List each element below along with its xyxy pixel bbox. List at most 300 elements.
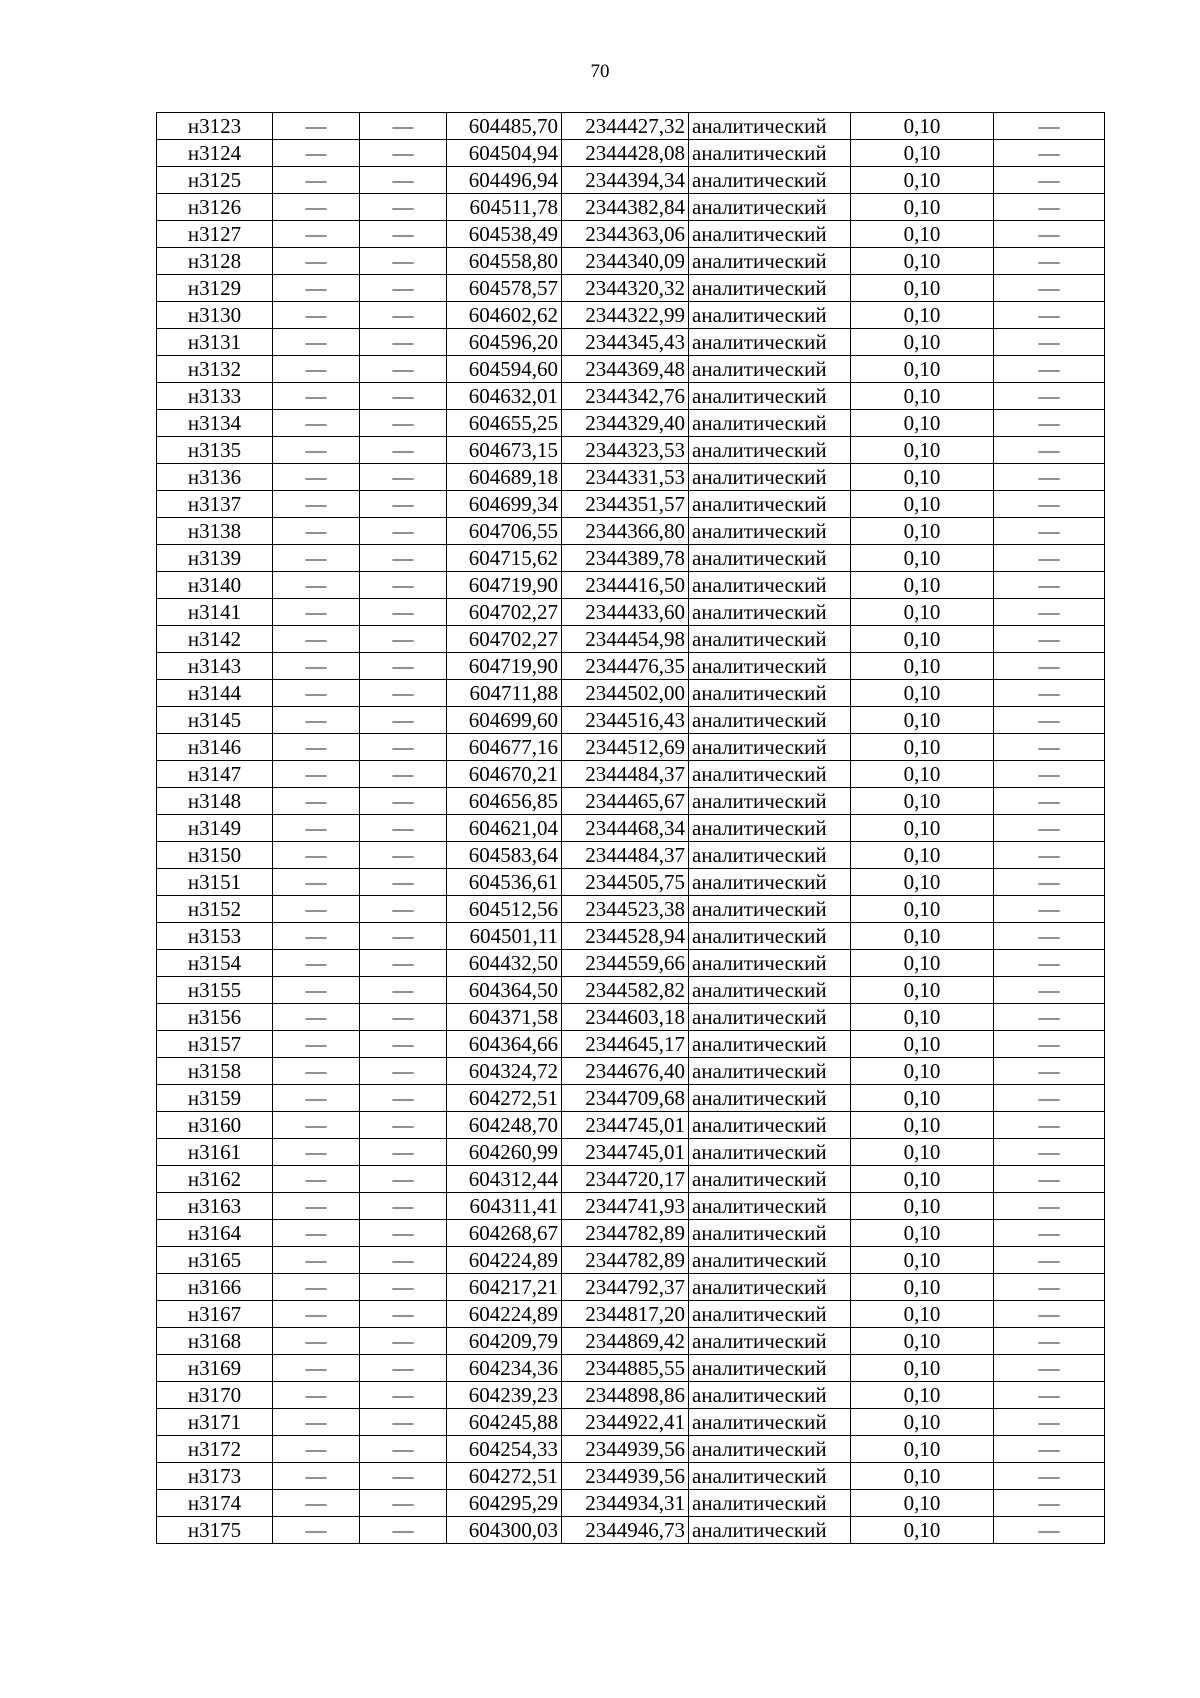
table-row bbox=[157, 113, 1105, 140]
old-y-cell: — bbox=[360, 950, 447, 977]
y-coordinate-cell: 2344322,99 bbox=[562, 302, 689, 329]
description-cell: — bbox=[994, 491, 1105, 518]
accuracy-cell: 0,10 bbox=[851, 194, 994, 221]
accuracy-cell: 0,10 bbox=[851, 1328, 994, 1355]
description-cell: — bbox=[994, 761, 1105, 788]
y-coordinate-cell: 2344369,48 bbox=[562, 356, 689, 383]
accuracy-cell: 0,10 bbox=[851, 1463, 994, 1490]
description-cell: — bbox=[994, 626, 1105, 653]
point-id-cell: н3154 bbox=[157, 950, 273, 977]
x-coordinate-cell: 604719,90 bbox=[447, 572, 562, 599]
point-id-cell: н3174 bbox=[157, 1490, 273, 1517]
accuracy-cell: 0,10 bbox=[851, 383, 994, 410]
y-coordinate-cell: 2344512,69 bbox=[562, 734, 689, 761]
accuracy-cell: 0,10 bbox=[851, 275, 994, 302]
accuracy-cell: 0,10 bbox=[851, 1139, 994, 1166]
method-cell: аналитический bbox=[689, 221, 851, 248]
method-cell: аналитический bbox=[689, 1382, 851, 1409]
table-row bbox=[157, 356, 1105, 383]
accuracy-cell: 0,10 bbox=[851, 140, 994, 167]
table-row bbox=[157, 572, 1105, 599]
description-cell: — bbox=[994, 1409, 1105, 1436]
point-id-cell: н3138 bbox=[157, 518, 273, 545]
description-cell: — bbox=[994, 923, 1105, 950]
point-id-cell: н3144 bbox=[157, 680, 273, 707]
table-row bbox=[157, 788, 1105, 815]
table-row bbox=[157, 815, 1105, 842]
method-cell: аналитический bbox=[689, 1436, 851, 1463]
y-coordinate-cell: 2344516,43 bbox=[562, 707, 689, 734]
table-row bbox=[157, 653, 1105, 680]
old-x-cell: — bbox=[273, 437, 360, 464]
method-cell: аналитический bbox=[689, 626, 851, 653]
method-cell: аналитический bbox=[689, 977, 851, 1004]
old-y-cell: — bbox=[360, 1382, 447, 1409]
method-cell: аналитический bbox=[689, 653, 851, 680]
point-id-cell: н3165 bbox=[157, 1247, 273, 1274]
point-id-cell: н3142 bbox=[157, 626, 273, 653]
table-row bbox=[157, 221, 1105, 248]
accuracy-cell: 0,10 bbox=[851, 1382, 994, 1409]
description-cell: — bbox=[994, 599, 1105, 626]
old-x-cell: — bbox=[273, 572, 360, 599]
method-cell: аналитический bbox=[689, 1004, 851, 1031]
method-cell: аналитический bbox=[689, 1409, 851, 1436]
description-cell: — bbox=[994, 437, 1105, 464]
old-x-cell: — bbox=[273, 1355, 360, 1382]
x-coordinate-cell: 604689,18 bbox=[447, 464, 562, 491]
accuracy-cell: 0,10 bbox=[851, 1058, 994, 1085]
description-cell: — bbox=[994, 329, 1105, 356]
description-cell: — bbox=[994, 167, 1105, 194]
y-coordinate-cell: 2344468,34 bbox=[562, 815, 689, 842]
description-cell: — bbox=[994, 1166, 1105, 1193]
x-coordinate-cell: 604239,23 bbox=[447, 1382, 562, 1409]
accuracy-cell: 0,10 bbox=[851, 1355, 994, 1382]
old-x-cell: — bbox=[273, 1517, 360, 1544]
method-cell: аналитический bbox=[689, 1328, 851, 1355]
accuracy-cell: 0,10 bbox=[851, 1274, 994, 1301]
table-row bbox=[157, 194, 1105, 221]
table-row bbox=[157, 1328, 1105, 1355]
table-row bbox=[157, 761, 1105, 788]
description-cell: — bbox=[994, 1463, 1105, 1490]
point-id-cell: н3132 bbox=[157, 356, 273, 383]
method-cell: аналитический bbox=[689, 1490, 851, 1517]
description-cell: — bbox=[994, 680, 1105, 707]
y-coordinate-cell: 2344645,17 bbox=[562, 1031, 689, 1058]
method-cell: аналитический bbox=[689, 1247, 851, 1274]
point-id-cell: н3152 bbox=[157, 896, 273, 923]
point-id-cell: н3148 bbox=[157, 788, 273, 815]
point-id-cell: н3147 bbox=[157, 761, 273, 788]
accuracy-cell: 0,10 bbox=[851, 356, 994, 383]
y-coordinate-cell: 2344782,89 bbox=[562, 1220, 689, 1247]
description-cell: — bbox=[994, 1193, 1105, 1220]
x-coordinate-cell: 604715,62 bbox=[447, 545, 562, 572]
point-id-cell: н3159 bbox=[157, 1085, 273, 1112]
old-x-cell: — bbox=[273, 950, 360, 977]
point-id-cell: н3141 bbox=[157, 599, 273, 626]
table-row bbox=[157, 599, 1105, 626]
x-coordinate-cell: 604254,33 bbox=[447, 1436, 562, 1463]
old-x-cell: — bbox=[273, 1085, 360, 1112]
method-cell: аналитический bbox=[689, 356, 851, 383]
description-cell: — bbox=[994, 275, 1105, 302]
y-coordinate-cell: 2344792,37 bbox=[562, 1274, 689, 1301]
y-coordinate-cell: 2344869,42 bbox=[562, 1328, 689, 1355]
old-y-cell: — bbox=[360, 842, 447, 869]
description-cell: — bbox=[994, 1139, 1105, 1166]
x-coordinate-cell: 604602,62 bbox=[447, 302, 562, 329]
old-x-cell: — bbox=[273, 356, 360, 383]
old-x-cell: — bbox=[273, 221, 360, 248]
description-cell: — bbox=[994, 869, 1105, 896]
old-x-cell: — bbox=[273, 1112, 360, 1139]
y-coordinate-cell: 2344603,18 bbox=[562, 1004, 689, 1031]
point-id-cell: н3158 bbox=[157, 1058, 273, 1085]
point-id-cell: н3150 bbox=[157, 842, 273, 869]
method-cell: аналитический bbox=[689, 1517, 851, 1544]
method-cell: аналитический bbox=[689, 1058, 851, 1085]
method-cell: аналитический bbox=[689, 1166, 851, 1193]
y-coordinate-cell: 2344934,31 bbox=[562, 1490, 689, 1517]
old-y-cell: — bbox=[360, 518, 447, 545]
old-x-cell: — bbox=[273, 410, 360, 437]
table-row bbox=[157, 491, 1105, 518]
table-row bbox=[157, 329, 1105, 356]
method-cell: аналитический bbox=[689, 113, 851, 140]
x-coordinate-cell: 604364,66 bbox=[447, 1031, 562, 1058]
old-y-cell: — bbox=[360, 1274, 447, 1301]
table-row bbox=[157, 248, 1105, 275]
y-coordinate-cell: 2344363,06 bbox=[562, 221, 689, 248]
accuracy-cell: 0,10 bbox=[851, 1517, 994, 1544]
description-cell: — bbox=[994, 977, 1105, 1004]
old-y-cell: — bbox=[360, 1328, 447, 1355]
accuracy-cell: 0,10 bbox=[851, 113, 994, 140]
old-x-cell: — bbox=[273, 842, 360, 869]
description-cell: — bbox=[994, 1436, 1105, 1463]
description-cell: — bbox=[994, 1490, 1105, 1517]
accuracy-cell: 0,10 bbox=[851, 950, 994, 977]
old-y-cell: — bbox=[360, 653, 447, 680]
method-cell: аналитический bbox=[689, 437, 851, 464]
old-y-cell: — bbox=[360, 896, 447, 923]
point-id-cell: н3156 bbox=[157, 1004, 273, 1031]
accuracy-cell: 0,10 bbox=[851, 1031, 994, 1058]
point-id-cell: н3149 bbox=[157, 815, 273, 842]
accuracy-cell: 0,10 bbox=[851, 572, 994, 599]
method-cell: аналитический bbox=[689, 923, 851, 950]
accuracy-cell: 0,10 bbox=[851, 1301, 994, 1328]
x-coordinate-cell: 604673,15 bbox=[447, 437, 562, 464]
point-id-cell: н3130 bbox=[157, 302, 273, 329]
description-cell: — bbox=[994, 1085, 1105, 1112]
table-row bbox=[157, 1112, 1105, 1139]
method-cell: аналитический bbox=[689, 950, 851, 977]
y-coordinate-cell: 2344946,73 bbox=[562, 1517, 689, 1544]
old-y-cell: — bbox=[360, 1031, 447, 1058]
y-coordinate-cell: 2344939,56 bbox=[562, 1463, 689, 1490]
y-coordinate-cell: 2344817,20 bbox=[562, 1301, 689, 1328]
method-cell: аналитический bbox=[689, 896, 851, 923]
accuracy-cell: 0,10 bbox=[851, 680, 994, 707]
method-cell: аналитический bbox=[689, 1274, 851, 1301]
accuracy-cell: 0,10 bbox=[851, 734, 994, 761]
old-y-cell: — bbox=[360, 491, 447, 518]
x-coordinate-cell: 604656,85 bbox=[447, 788, 562, 815]
description-cell: — bbox=[994, 545, 1105, 572]
x-coordinate-cell: 604371,58 bbox=[447, 1004, 562, 1031]
point-id-cell: н3146 bbox=[157, 734, 273, 761]
old-y-cell: — bbox=[360, 248, 447, 275]
method-cell: аналитический bbox=[689, 842, 851, 869]
old-x-cell: — bbox=[273, 923, 360, 950]
accuracy-cell: 0,10 bbox=[851, 1436, 994, 1463]
old-x-cell: — bbox=[273, 707, 360, 734]
x-coordinate-cell: 604501,11 bbox=[447, 923, 562, 950]
x-coordinate-cell: 604558,80 bbox=[447, 248, 562, 275]
point-id-cell: н3169 bbox=[157, 1355, 273, 1382]
description-cell: — bbox=[994, 1247, 1105, 1274]
point-id-cell: н3166 bbox=[157, 1274, 273, 1301]
table-body bbox=[157, 113, 1105, 1544]
description-cell: — bbox=[994, 113, 1105, 140]
old-x-cell: — bbox=[273, 1301, 360, 1328]
old-y-cell: — bbox=[360, 869, 447, 896]
table-row bbox=[157, 167, 1105, 194]
x-coordinate-cell: 604702,27 bbox=[447, 626, 562, 653]
description-cell: — bbox=[994, 383, 1105, 410]
description-cell: — bbox=[994, 896, 1105, 923]
description-cell: — bbox=[994, 1355, 1105, 1382]
method-cell: аналитический bbox=[689, 707, 851, 734]
method-cell: аналитический bbox=[689, 815, 851, 842]
x-coordinate-cell: 604324,72 bbox=[447, 1058, 562, 1085]
point-id-cell: н3133 bbox=[157, 383, 273, 410]
accuracy-cell: 0,10 bbox=[851, 977, 994, 1004]
description-cell: — bbox=[994, 788, 1105, 815]
table-row bbox=[157, 1409, 1105, 1436]
table-row bbox=[157, 734, 1105, 761]
old-y-cell: — bbox=[360, 1247, 447, 1274]
y-coordinate-cell: 2344528,94 bbox=[562, 923, 689, 950]
table-row bbox=[157, 410, 1105, 437]
old-x-cell: — bbox=[273, 1409, 360, 1436]
point-id-cell: н3135 bbox=[157, 437, 273, 464]
description-cell: — bbox=[994, 221, 1105, 248]
point-id-cell: н3134 bbox=[157, 410, 273, 437]
method-cell: аналитический bbox=[689, 1031, 851, 1058]
table-row bbox=[157, 1247, 1105, 1274]
old-x-cell: — bbox=[273, 1139, 360, 1166]
old-x-cell: — bbox=[273, 275, 360, 302]
point-id-cell: н3145 bbox=[157, 707, 273, 734]
table-row bbox=[157, 680, 1105, 707]
table-row bbox=[157, 896, 1105, 923]
point-id-cell: н3131 bbox=[157, 329, 273, 356]
y-coordinate-cell: 2344502,00 bbox=[562, 680, 689, 707]
point-id-cell: н3125 bbox=[157, 167, 273, 194]
method-cell: аналитический bbox=[689, 1139, 851, 1166]
y-coordinate-cell: 2344323,53 bbox=[562, 437, 689, 464]
old-x-cell: — bbox=[273, 545, 360, 572]
y-coordinate-cell: 2344427,32 bbox=[562, 113, 689, 140]
old-y-cell: — bbox=[360, 410, 447, 437]
accuracy-cell: 0,10 bbox=[851, 167, 994, 194]
point-id-cell: н3170 bbox=[157, 1382, 273, 1409]
description-cell: — bbox=[994, 1517, 1105, 1544]
method-cell: аналитический bbox=[689, 1112, 851, 1139]
y-coordinate-cell: 2344320,32 bbox=[562, 275, 689, 302]
accuracy-cell: 0,10 bbox=[851, 896, 994, 923]
old-y-cell: — bbox=[360, 1112, 447, 1139]
table-row bbox=[157, 842, 1105, 869]
x-coordinate-cell: 604272,51 bbox=[447, 1085, 562, 1112]
description-cell: — bbox=[994, 302, 1105, 329]
accuracy-cell: 0,10 bbox=[851, 248, 994, 275]
method-cell: аналитический bbox=[689, 1220, 851, 1247]
accuracy-cell: 0,10 bbox=[851, 1220, 994, 1247]
method-cell: аналитический bbox=[689, 572, 851, 599]
y-coordinate-cell: 2344505,75 bbox=[562, 869, 689, 896]
y-coordinate-cell: 2344389,78 bbox=[562, 545, 689, 572]
old-y-cell: — bbox=[360, 1058, 447, 1085]
method-cell: аналитический bbox=[689, 275, 851, 302]
table-row bbox=[157, 1436, 1105, 1463]
accuracy-cell: 0,10 bbox=[851, 1247, 994, 1274]
accuracy-cell: 0,10 bbox=[851, 1004, 994, 1031]
description-cell: — bbox=[994, 707, 1105, 734]
old-x-cell: — bbox=[273, 140, 360, 167]
old-x-cell: — bbox=[273, 1328, 360, 1355]
old-y-cell: — bbox=[360, 1004, 447, 1031]
old-x-cell: — bbox=[273, 761, 360, 788]
description-cell: — bbox=[994, 572, 1105, 599]
point-id-cell: н3153 bbox=[157, 923, 273, 950]
table-row bbox=[157, 1301, 1105, 1328]
accuracy-cell: 0,10 bbox=[851, 842, 994, 869]
point-id-cell: н3163 bbox=[157, 1193, 273, 1220]
old-y-cell: — bbox=[360, 356, 447, 383]
y-coordinate-cell: 2344484,37 bbox=[562, 842, 689, 869]
point-id-cell: н3160 bbox=[157, 1112, 273, 1139]
y-coordinate-cell: 2344922,41 bbox=[562, 1409, 689, 1436]
x-coordinate-cell: 604248,70 bbox=[447, 1112, 562, 1139]
accuracy-cell: 0,10 bbox=[851, 599, 994, 626]
method-cell: аналитический bbox=[689, 194, 851, 221]
y-coordinate-cell: 2344345,43 bbox=[562, 329, 689, 356]
table-row bbox=[157, 1220, 1105, 1247]
method-cell: аналитический bbox=[689, 680, 851, 707]
accuracy-cell: 0,10 bbox=[851, 1112, 994, 1139]
x-coordinate-cell: 604512,56 bbox=[447, 896, 562, 923]
y-coordinate-cell: 2344745,01 bbox=[562, 1139, 689, 1166]
x-coordinate-cell: 604594,60 bbox=[447, 356, 562, 383]
y-coordinate-cell: 2344428,08 bbox=[562, 140, 689, 167]
y-coordinate-cell: 2344454,98 bbox=[562, 626, 689, 653]
old-y-cell: — bbox=[360, 815, 447, 842]
point-id-cell: н3164 bbox=[157, 1220, 273, 1247]
y-coordinate-cell: 2344366,80 bbox=[562, 518, 689, 545]
accuracy-cell: 0,10 bbox=[851, 464, 994, 491]
old-x-cell: — bbox=[273, 248, 360, 275]
description-cell: — bbox=[994, 248, 1105, 275]
method-cell: аналитический bbox=[689, 167, 851, 194]
y-coordinate-cell: 2344582,82 bbox=[562, 977, 689, 1004]
coordinates-table bbox=[156, 112, 1105, 1544]
old-x-cell: — bbox=[273, 383, 360, 410]
accuracy-cell: 0,10 bbox=[851, 761, 994, 788]
description-cell: — bbox=[994, 1328, 1105, 1355]
old-x-cell: — bbox=[273, 977, 360, 1004]
table-row bbox=[157, 1139, 1105, 1166]
point-id-cell: н3126 bbox=[157, 194, 273, 221]
old-y-cell: — bbox=[360, 1517, 447, 1544]
old-y-cell: — bbox=[360, 167, 447, 194]
point-id-cell: н3172 bbox=[157, 1436, 273, 1463]
point-id-cell: н3140 bbox=[157, 572, 273, 599]
old-y-cell: — bbox=[360, 788, 447, 815]
method-cell: аналитический bbox=[689, 302, 851, 329]
table-row bbox=[157, 977, 1105, 1004]
old-x-cell: — bbox=[273, 464, 360, 491]
x-coordinate-cell: 604536,61 bbox=[447, 869, 562, 896]
method-cell: аналитический bbox=[689, 761, 851, 788]
y-coordinate-cell: 2344709,68 bbox=[562, 1085, 689, 1112]
old-x-cell: — bbox=[273, 1220, 360, 1247]
y-coordinate-cell: 2344433,60 bbox=[562, 599, 689, 626]
method-cell: аналитический bbox=[689, 329, 851, 356]
y-coordinate-cell: 2344329,40 bbox=[562, 410, 689, 437]
old-y-cell: — bbox=[360, 761, 447, 788]
x-coordinate-cell: 604364,50 bbox=[447, 977, 562, 1004]
description-cell: — bbox=[994, 1301, 1105, 1328]
old-x-cell: — bbox=[273, 1274, 360, 1301]
table-row bbox=[157, 1058, 1105, 1085]
old-x-cell: — bbox=[273, 653, 360, 680]
accuracy-cell: 0,10 bbox=[851, 1193, 994, 1220]
x-coordinate-cell: 604538,49 bbox=[447, 221, 562, 248]
method-cell: аналитический bbox=[689, 545, 851, 572]
old-y-cell: — bbox=[360, 977, 447, 1004]
accuracy-cell: 0,10 bbox=[851, 545, 994, 572]
y-coordinate-cell: 2344331,53 bbox=[562, 464, 689, 491]
old-y-cell: — bbox=[360, 1301, 447, 1328]
old-y-cell: — bbox=[360, 113, 447, 140]
x-coordinate-cell: 604719,90 bbox=[447, 653, 562, 680]
description-cell: — bbox=[994, 815, 1105, 842]
x-coordinate-cell: 604217,21 bbox=[447, 1274, 562, 1301]
old-y-cell: — bbox=[360, 1193, 447, 1220]
x-coordinate-cell: 604504,94 bbox=[447, 140, 562, 167]
table-row bbox=[157, 275, 1105, 302]
old-x-cell: — bbox=[273, 1382, 360, 1409]
old-x-cell: — bbox=[273, 869, 360, 896]
accuracy-cell: 0,10 bbox=[851, 1490, 994, 1517]
table-row bbox=[157, 923, 1105, 950]
x-coordinate-cell: 604655,25 bbox=[447, 410, 562, 437]
accuracy-cell: 0,10 bbox=[851, 869, 994, 896]
y-coordinate-cell: 2344394,34 bbox=[562, 167, 689, 194]
old-y-cell: — bbox=[360, 707, 447, 734]
point-id-cell: н3167 bbox=[157, 1301, 273, 1328]
old-y-cell: — bbox=[360, 1409, 447, 1436]
old-x-cell: — bbox=[273, 113, 360, 140]
old-y-cell: — bbox=[360, 383, 447, 410]
accuracy-cell: 0,10 bbox=[851, 707, 994, 734]
